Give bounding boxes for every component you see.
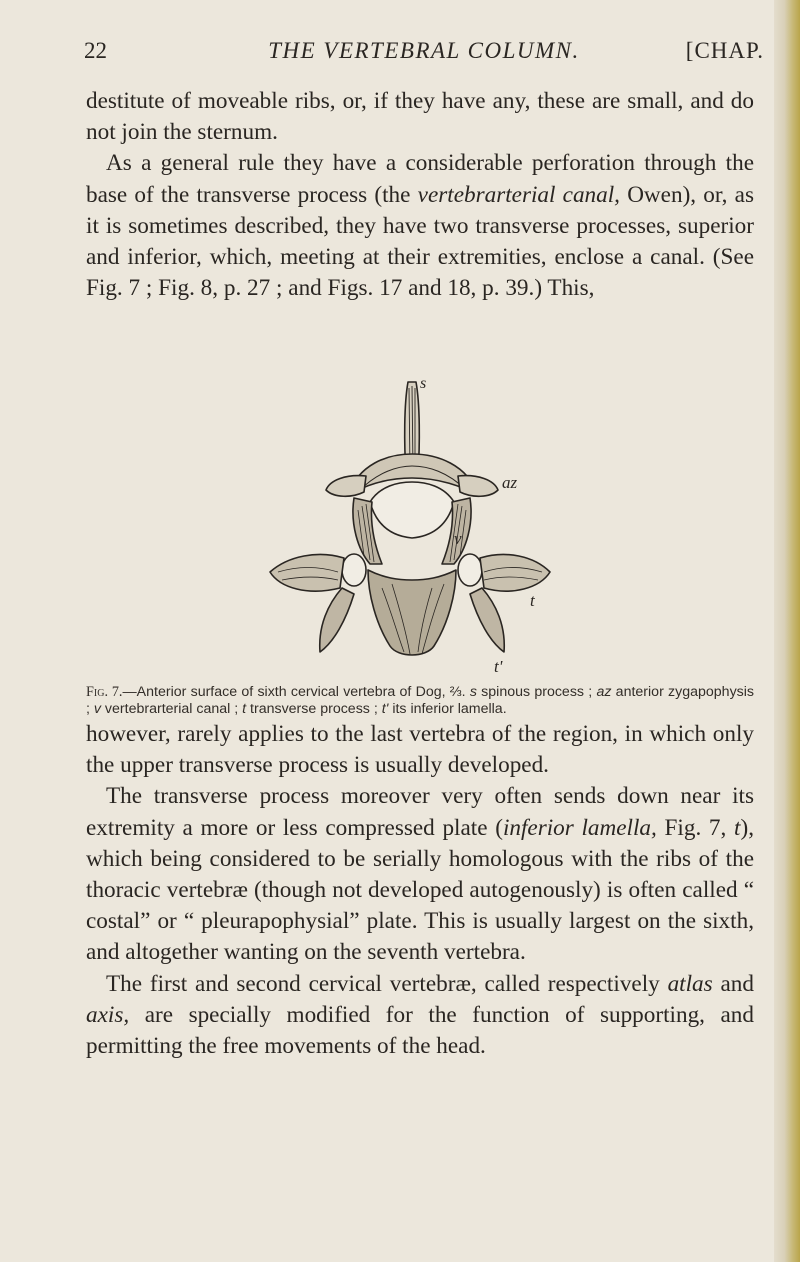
paragraph-inferior-lamella: The transverse process moreover very often sends down near its extremity a more or less compressed plate (inferior lamella, Fig. 7, t), which being considered to be serially homologous with the ribs of the thoracic vertebræ (though not developed autogenously) is often called “ costal” or “ pleurapophysial” plate. This is usually largest on the sixth, and altogether wanting on the seventh vertebra. <box>86 783 754 966</box>
figure-caption: Fig. 7.—Anterior surface of sixth cervical vertebra of Dog, ⅔. s spinous process ; az anterior zygapophysis ; v vertebrarterial canal ; t transverse process ; t' its inferior lamella. <box>86 684 754 717</box>
inferior-lamella-left <box>320 588 354 652</box>
figure-label: Fig. 7. <box>86 684 123 700</box>
term-inferior-lamella: inferior lamella, <box>502 814 657 841</box>
vertebral-canal <box>370 482 454 538</box>
vertebra-illustration <box>258 374 558 676</box>
paragraph-last-vertebra: however, rarely applies to the last vertebra of the region, in which only the upper transverse process is usually developed. <box>86 721 754 779</box>
page-edge <box>774 0 800 1262</box>
transverse-process-right <box>480 554 550 591</box>
paragraph-continuation: destitute of moveable ribs, or, if they have any, these are small, and do not join the sternum. <box>86 88 754 146</box>
anterior-zygapophysis-right <box>458 476 498 497</box>
paragraph-atlas-axis: The first and second cervical vertebræ, called respectively atlas and axis, are specially modified for the function of supporting, and permitting the free movements of the head. <box>86 970 754 1060</box>
vertebral-body <box>368 570 456 655</box>
term-atlas: atlas <box>667 970 713 997</box>
text-block-lower <box>86 719 754 1062</box>
anterior-zygapophysis-left <box>326 476 366 497</box>
chapter-label: [CHAP. <box>685 38 764 63</box>
term-axis: axis, <box>86 1001 130 1028</box>
running-title: THE VERTEBRAL COLUMN. <box>268 38 580 63</box>
label-s: s <box>420 375 427 392</box>
vertebrarterial-canal-left <box>342 554 366 586</box>
label-t: t <box>530 591 535 610</box>
running-header <box>84 38 764 68</box>
label-az: az <box>502 473 518 492</box>
inferior-lamella-right <box>470 588 504 652</box>
paragraph-transverse-process: As a general rule they have a considerable perforation through the base of the transverse process (the vertebrarterial canal, Owen), or, as it is sometimes described, they have two transverse processes, superior and inferior, which, meeting at their extremities, enclose a canal. (See Fig. 7 ; Fig. 8, p. 27 ; and Figs. 17 and 18, p. 39.) This, <box>86 150 754 302</box>
label-v: v <box>454 529 462 548</box>
vertebrarterial-canal-right <box>458 554 482 586</box>
term-vertebrarterial-canal: vertebrarterial canal, <box>417 181 620 208</box>
text-block-upper <box>86 86 754 304</box>
transverse-process-left <box>270 554 344 591</box>
label-t-prime: t' <box>494 657 503 676</box>
page-number: 22 <box>84 38 107 63</box>
scale: ⅔ <box>449 684 462 700</box>
